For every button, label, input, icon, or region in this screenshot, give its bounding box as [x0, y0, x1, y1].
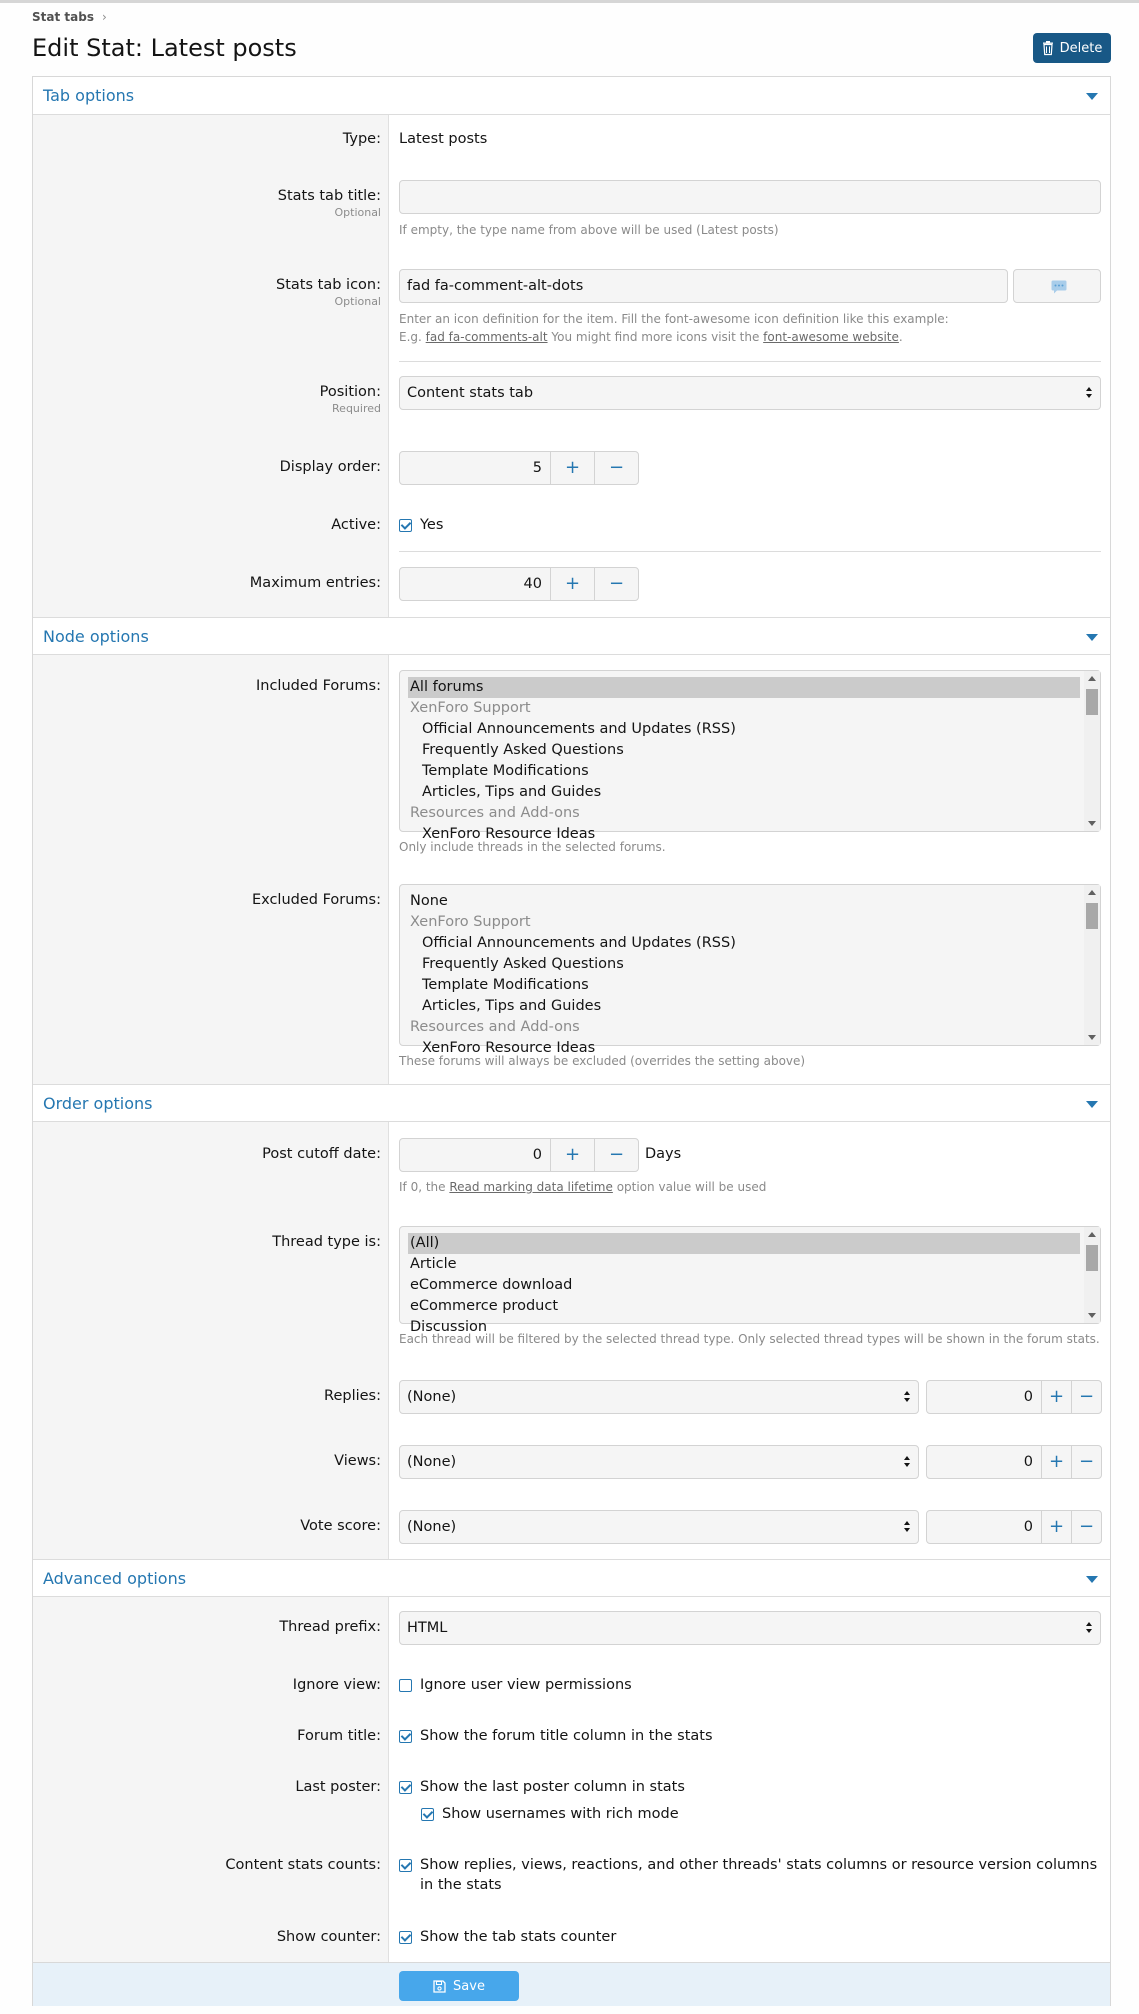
show-counter-label: Show counter: [276, 1929, 381, 1945]
list-option[interactable]: Official Announcements and Updates (RSS) [422, 935, 736, 951]
post-cutoff-value[interactable]: 0 [532, 1147, 542, 1163]
plus-icon[interactable]: + [550, 1139, 594, 1171]
list-option[interactable]: Articles, Tips and Guides [422, 998, 602, 1014]
stats-tab-icon-input[interactable]: fad fa-comment-alt-dots [399, 269, 1008, 303]
forum-title-label: Forum title: [297, 1728, 381, 1744]
stats-tab-icon-label: Stats tab icon: Optional [276, 277, 381, 308]
checkbox-icon[interactable] [399, 1730, 412, 1743]
form-footer [33, 1962, 1110, 2006]
delete-button[interactable] [1033, 33, 1111, 63]
views-operator-select[interactable]: (None) [399, 1445, 919, 1479]
list-option[interactable]: Template Modifications [422, 763, 589, 779]
views-label: Views: [334, 1453, 381, 1469]
minus-icon[interactable]: − [594, 1139, 638, 1171]
divider [399, 361, 1101, 362]
stats-tab-title-input[interactable] [399, 180, 1101, 214]
excluded-forums-label: Excluded Forums: [251, 892, 381, 908]
type-value: Latest posts [399, 131, 488, 147]
vote-score-stepper[interactable] [926, 1510, 1102, 1544]
max-entries-value[interactable]: 40 [523, 576, 542, 592]
breadcrumb-link[interactable]: Stat tabs [32, 10, 94, 24]
list-option[interactable]: All forums [408, 677, 1080, 698]
page-title: Edit Stat: Latest posts [32, 34, 297, 62]
list-option[interactable]: XenForo Resource Ideas [422, 826, 596, 842]
checkbox-icon[interactable] [399, 1781, 412, 1794]
last-poster-label: Last poster: [295, 1779, 381, 1795]
icon-picker-button[interactable] [1013, 269, 1101, 303]
included-hint: Only include threads in the selected forums. [399, 840, 666, 854]
section-title: Advanced options [43, 1569, 187, 1588]
minus-icon[interactable]: − [594, 568, 638, 600]
show-counter-checkbox[interactable]: Show the tab stats counter [399, 1927, 616, 1947]
excluded-forums-list[interactable] [399, 884, 1101, 1056]
list-option[interactable]: XenForo Resource Ideas [422, 1040, 596, 1056]
views-stepper[interactable] [926, 1445, 1102, 1479]
top-bar [0, 0, 1139, 3]
checkbox-icon[interactable] [421, 1808, 434, 1821]
edit-form [32, 76, 1111, 2006]
caret-down-icon[interactable] [1086, 1101, 1098, 1108]
scrollbar[interactable] [1084, 885, 1100, 1045]
replies-stepper[interactable] [926, 1380, 1102, 1414]
display-order-value[interactable]: 5 [532, 460, 542, 476]
list-option[interactable]: Resources and Add-ons [410, 1019, 580, 1035]
icon-example-link[interactable]: fad fa-comments-alt [425, 330, 548, 344]
replies-value[interactable]: 0 [1023, 1389, 1033, 1405]
post-cutoff-stepper[interactable] [399, 1138, 639, 1172]
caret-down-icon[interactable] [1086, 93, 1098, 100]
list-option[interactable]: Articles, Tips and Guides [422, 784, 602, 800]
excluded-hint: These forums will always be excluded (overrides the setting above) [399, 1054, 806, 1068]
vote-score-operator-select[interactable]: (None) [399, 1510, 919, 1544]
vote-score-value[interactable]: 0 [1023, 1519, 1033, 1535]
read-marking-link[interactable]: Read marking data lifetime [449, 1180, 613, 1194]
title-hint: If empty, the type name from above will be used (Latest posts) [399, 223, 779, 237]
thread-prefix-label: Thread prefix: [279, 1619, 381, 1635]
scrollbar[interactable] [1084, 671, 1100, 831]
stats-tab-title-label: Stats tab title: Optional [277, 188, 381, 219]
font-awesome-link[interactable]: font-awesome website [763, 330, 899, 344]
ignore-view-checkbox[interactable]: Ignore user view permissions [399, 1675, 632, 1695]
list-option[interactable]: Discussion [410, 1319, 488, 1335]
included-forums-label: Included Forums: [255, 678, 381, 694]
trash-icon [1042, 41, 1054, 55]
views-value[interactable]: 0 [1023, 1454, 1033, 1470]
forum-title-checkbox[interactable]: Show the forum title column in the stats [399, 1726, 713, 1746]
position-select[interactable]: Content stats tab [399, 376, 1101, 410]
position-label: Position: Required [319, 384, 381, 415]
display-order-label: Display order: [279, 459, 381, 475]
last-poster-checkbox[interactable]: Show the last poster column in stats [399, 1777, 685, 1797]
save-icon [433, 1980, 446, 1993]
section-advanced-options[interactable] [33, 1559, 1110, 1597]
thread-type-hint: Each thread will be filtered by the selected thread type. Only selected thread types will be shown in the forum stats. [399, 1332, 1100, 1346]
section-title: Tab options [43, 86, 135, 105]
minus-icon[interactable]: − [594, 452, 638, 484]
list-option[interactable]: (All) [408, 1233, 1080, 1254]
active-checkbox[interactable]: Yes [399, 515, 443, 535]
label-column [33, 77, 389, 2005]
checkbox-icon[interactable] [399, 519, 412, 532]
list-option[interactable]: Resources and Add-ons [410, 805, 580, 821]
content-stats-counts-checkbox[interactable]: Show replies, views, reactions, and other threads' stats columns or resource version columns in the stats [399, 1855, 1099, 1895]
delete-label: Delete [1059, 40, 1103, 56]
plus-icon[interactable]: + [1041, 1381, 1071, 1413]
list-option[interactable]: XenForo Support [410, 914, 531, 930]
replies-label: Replies: [324, 1388, 381, 1404]
thread-type-list[interactable] [399, 1226, 1101, 1335]
plus-icon[interactable]: + [1041, 1511, 1071, 1543]
content-stats-counts-label: Content stats counts: [225, 1857, 381, 1873]
included-forums-list[interactable] [399, 670, 1101, 842]
ignore-view-label: Ignore view: [292, 1677, 381, 1693]
section-title: Node options [43, 627, 149, 646]
icon-hint: Enter an icon definition for the item. Fill the font-awesome icon definition like this example: E.g. fad fa-comments-alt You might find more icons visit the font-awesome website. [399, 312, 949, 344]
save-button[interactable] [399, 1971, 519, 2001]
max-entries-stepper[interactable] [399, 567, 639, 601]
plus-icon[interactable]: + [1041, 1446, 1071, 1478]
caret-down-icon[interactable] [1086, 1576, 1098, 1583]
display-order-stepper[interactable] [399, 451, 639, 485]
max-entries-label: Maximum entries: [249, 575, 381, 591]
list-option[interactable]: Official Announcements and Updates (RSS) [422, 721, 736, 737]
breadcrumb-separator-icon: › [101, 10, 107, 24]
section-node-options[interactable] [33, 617, 1110, 655]
list-option[interactable]: eCommerce download [410, 1277, 573, 1293]
section-tab-options[interactable] [33, 77, 1110, 115]
list-option[interactable]: Frequently Asked Questions [422, 956, 624, 972]
list-option[interactable]: eCommerce product [410, 1298, 559, 1314]
list-option[interactable]: Template Modifications [422, 977, 589, 993]
list-option[interactable]: None [410, 893, 448, 909]
active-label: Active: [331, 517, 381, 533]
type-label: Type: [342, 131, 381, 147]
list-option[interactable]: XenForo Support [410, 700, 531, 716]
minus-icon[interactable]: − [1071, 1446, 1101, 1478]
rich-usernames-checkbox[interactable]: Show usernames with rich mode [421, 1804, 679, 1824]
thread-prefix-select[interactable]: HTML [399, 1611, 1101, 1645]
minus-icon[interactable]: − [1071, 1381, 1101, 1413]
checkbox-icon[interactable] [399, 1859, 412, 1872]
plus-icon[interactable]: + [550, 452, 594, 484]
replies-operator-select[interactable]: (None) [399, 1380, 919, 1414]
list-option[interactable]: Article [410, 1256, 457, 1272]
section-title: Order options [43, 1094, 153, 1113]
post-cutoff-label: Post cutoff date: [262, 1146, 381, 1162]
save-label: Save [453, 1978, 485, 1994]
caret-down-icon[interactable] [1086, 634, 1098, 641]
scrollbar[interactable] [1084, 1227, 1100, 1323]
checkbox-icon[interactable] [399, 1931, 412, 1944]
breadcrumb[interactable] [32, 10, 107, 24]
list-option[interactable]: Frequently Asked Questions [422, 742, 624, 758]
section-order-options[interactable] [33, 1084, 1110, 1122]
thread-type-label: Thread type is: [272, 1234, 381, 1250]
comment-dots-icon [1051, 280, 1067, 294]
vote-score-label: Vote score: [300, 1518, 381, 1534]
divider [399, 551, 1101, 552]
minus-icon[interactable]: − [1071, 1511, 1101, 1543]
days-unit: Days [645, 1146, 682, 1162]
plus-icon[interactable]: + [550, 568, 594, 600]
cutoff-hint: If 0, the Read marking data lifetime option value will be used [399, 1180, 767, 1194]
checkbox-icon[interactable] [399, 1679, 412, 1692]
